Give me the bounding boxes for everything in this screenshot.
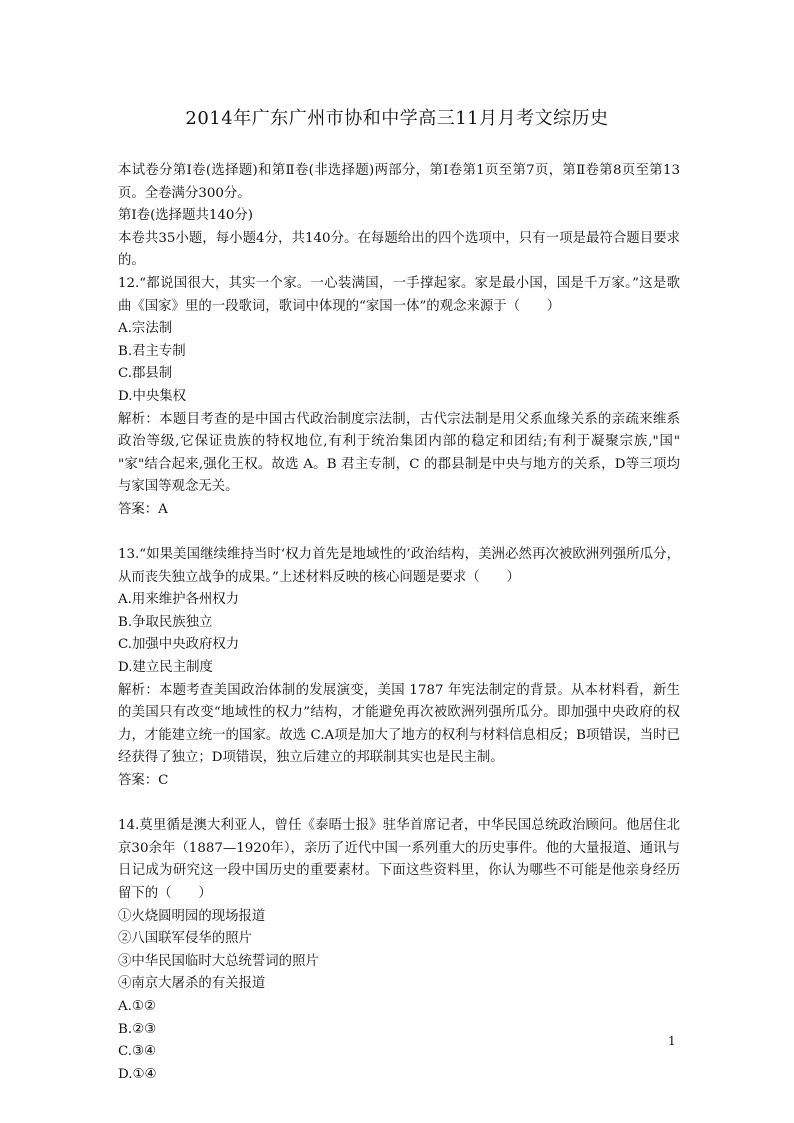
instructions-paragraph: 本卷共35小题，每小题4分，共140分。在每题给出的四个选项中，只有一项是最符合题目要求的。 [118,230,680,269]
question-14-item-3: ③中华民国临时大总统誓词的照片 [118,953,319,969]
question-14-option-d: D.①④ [118,1066,157,1082]
question-12-option-c: C.郡县制 [118,366,173,382]
question-14-option-c: C.③④ [118,1044,157,1060]
question-14-option-b: B.②③ [118,1021,157,1037]
question-12-option-b: B.君主专制 [118,343,186,359]
page-number: 1 [668,1034,676,1048]
question-14-item-4: ④南京大屠杀的有关报道 [118,976,266,992]
question-14-item-2: ②八国联军侵华的照片 [118,931,252,947]
intro-paragraph: 本试卷分第Ⅰ卷(选择题)和第Ⅱ卷(非选择题)两部分，第Ⅰ卷第1页至第7页，第Ⅱ卷第8页至第13页。全卷满分300分。 [118,163,680,201]
question-13-analysis: 解析：本题考查美国政治体制的发展演变，美国 1787 年宪法制定的背景。从本材料看，新生的美国只有改变“地域性的权力”结构，才能避免再次被欧洲列强所瓜分。即加强中央政府的权力，才能建立统一的国家。故选 C.A项是加大了地方的权利与材料信息相反；B项错误，当时已经获得了独立；D项错误，独立后建立的邦联制其实也是民主制。 [118,682,680,766]
document-body [118,160,680,1086]
spacer [118,793,680,816]
question-13-option-d: D.建立民主制度 [118,660,213,676]
question-13-option-b: B.争取民族独立 [118,614,213,630]
question-13-option-a: A.用来维护各州权力 [118,592,240,608]
question-12-answer: 答案：A [118,501,168,517]
question-13-option-c: C.加强中央政府权力 [118,637,240,653]
question-13-answer: 答案：C [118,773,169,789]
question-12-analysis: 解析：本题目考查的是中国古代政治制度宗法制，古代宗法制是用父系血缘关系的亲疏来维系政治等级,它保证贵族的特权地位,有利于统治集团内部的稳定和团结;有利于凝聚宗族,"国" "家"结合起来,强化王权。故选 A。B 君主专制，C 的郡县制是中央与地方的关系，D等三项均与家国等观念无关。 [118,411,680,495]
section-heading: 第Ⅰ卷(选择题共140分) [118,208,254,224]
spacer [118,522,680,545]
question-13-stem: 13.“如果美国继续维持当时‘权力首先是地域性的’政治结构，美洲必然再次被欧洲列强所瓜分，从而丧失独立战争的成果。”上述材料反映的核心问题是要求（ ） [118,547,680,585]
question-14-stem: 14.莫里循是澳大利亚人，曾任《泰晤士报》驻华首席记者，中华民国总统政治顾问。他居住北京30余年（1887—1920年），亲历了近代中国一系列重大的历史事件。他的大量报道、通讯与日记成为研究这一段中国历史的重要素材。下面这些资料里，你认为哪些不可能是他亲身经历留下的（ ） [118,818,680,901]
question-12-stem: 12.“都说国很大，其实一个家。一心装满国，一手撑起家。家是最小国，国是千万家。”这是歌曲《国家》里的一段歌词，歌词中体现的“家国一体”的观念来源于（ ） [118,275,680,314]
question-12-option-d: D.中央集权 [118,388,187,404]
page-title: 2014年广东广州市协和中学高三11月月考文综历史 [185,108,609,129]
question-14-option-a: A.①② [118,998,156,1014]
question-14-item-1: ①火烧圆明园的现场报道 [118,908,266,924]
question-12-option-a: A.宗法制 [118,321,173,337]
